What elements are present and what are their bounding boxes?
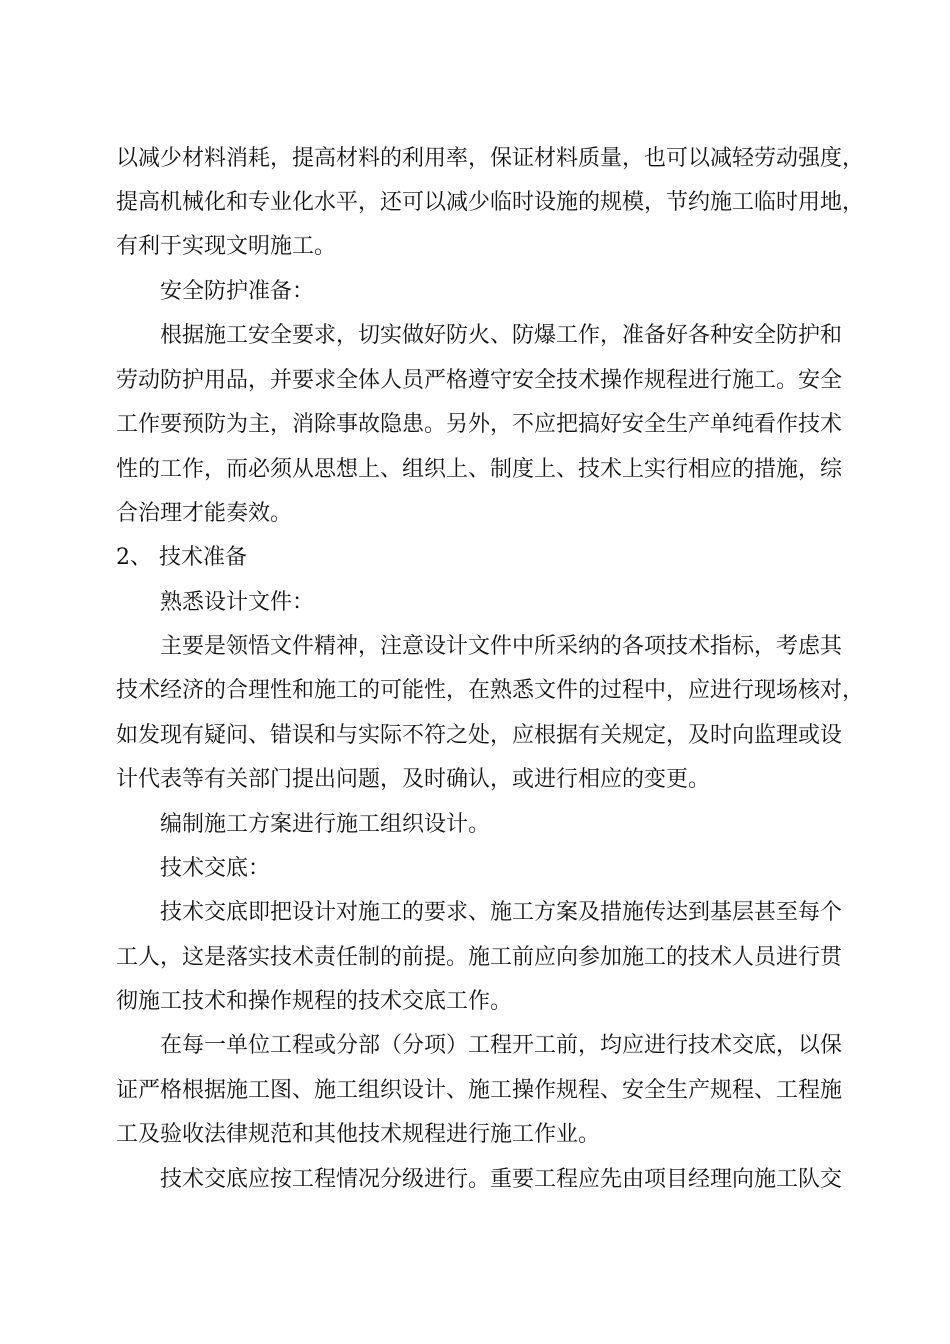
- text-line: 技术交底应按工程情况分级进行。重要工程应先由项目经理向施工队交: [160, 1167, 843, 1192]
- subheading-tech-briefing: 技术交底：: [160, 856, 271, 881]
- text-line: 工及验收法律规范和其他技术规程进行施工作业。: [116, 1122, 601, 1147]
- text-line: 根据施工安全要求，切实做好防火、防爆工作，准备好各种安全防护和: [160, 323, 843, 348]
- text-line: 合治理才能奏效。: [116, 501, 293, 526]
- text-line: 在每一单位工程或分部（分项）工程开工前，均应进行技术交底，以保: [160, 1033, 843, 1058]
- section-heading-tech-prep: 2、 技术准备: [116, 545, 247, 570]
- text-line: 性的工作，而必须从思想上、组织上、制度上、技术上实行相应的措施，综: [116, 457, 843, 482]
- text-line: 证严格根据施工图、施工组织设计、施工操作规程、安全生产规程、工程施: [116, 1078, 843, 1103]
- subheading-design-docs: 熟悉设计文件：: [160, 590, 315, 615]
- text-line: 工人，这是落实技术责任制的前提。施工前应向参加施工的技术人员进行贯: [116, 945, 843, 970]
- text-line: 有利于实现文明施工。: [116, 234, 337, 259]
- text-line: 编制施工方案进行施工组织设计。: [160, 812, 491, 837]
- text-line: 计代表等有关部门提出问题，及时确认，或进行相应的变更。: [116, 767, 711, 792]
- text-line: 提高机械化和专业化水平，还可以减少临时设施的规模，节约施工临时用地，: [116, 190, 865, 215]
- text-line: 劳动防护用品，并要求全体人员严格遵守安全技术操作规程进行施工。安全: [116, 368, 843, 393]
- text-line: 主要是领悟文件精神，注意设计文件中所采纳的各项技术指标，考虑其: [160, 634, 843, 659]
- text-line: 技术经济的合理性和施工的可能性，在熟悉文件的过程中，应进行现场核对，: [116, 678, 865, 703]
- text-line: 技术交底即把设计对施工的要求、施工方案及措施传达到基层甚至每个: [160, 900, 843, 925]
- text-line: 如发现有疑问、错误和与实际不符之处，应根据有关规定，及时向监理或设: [116, 723, 843, 748]
- text-line: 以减少材料消耗，提高材料的利用率，保证材料质量，也可以减轻劳动强度，: [116, 146, 865, 171]
- text-line: 工作要预防为主，消除事故隐患。另外，不应把搞好安全生产单纯看作技术: [116, 412, 843, 437]
- subheading-safety-prep: 安全防护准备：: [160, 279, 315, 304]
- text-line: 彻施工技术和操作规程的技术交底工作。: [116, 989, 513, 1014]
